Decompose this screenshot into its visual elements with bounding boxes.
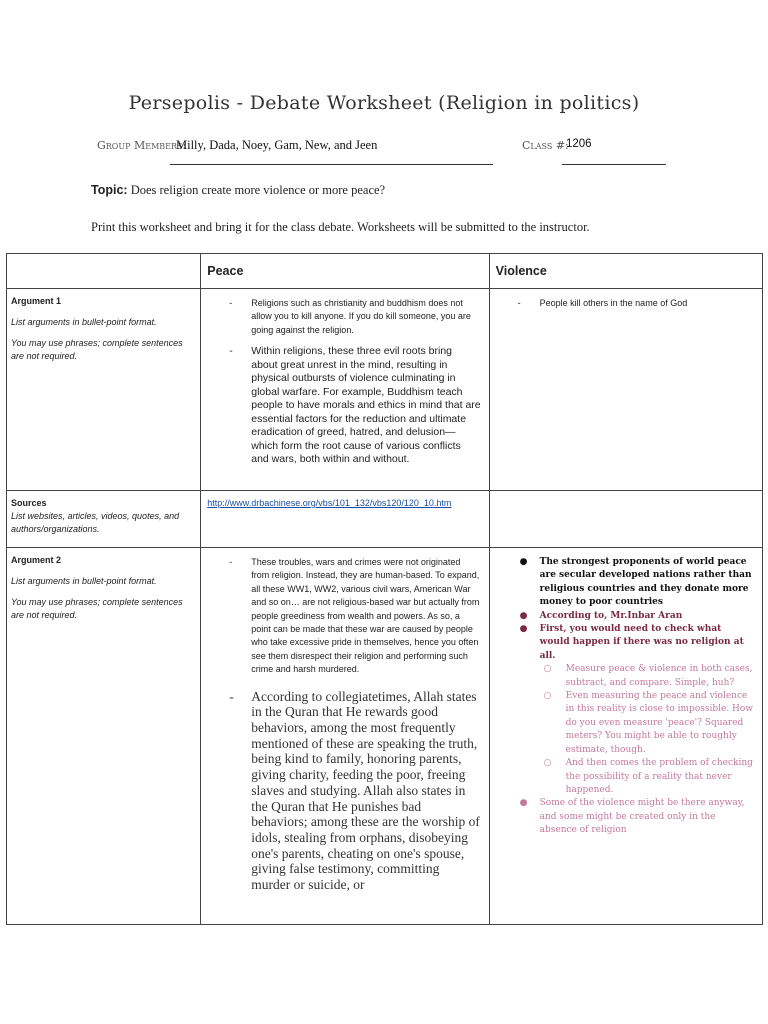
worksheet-title: Persepolis - Debate Worksheet (Religion in politics) bbox=[128, 92, 640, 114]
argument-2-title: Argument 2 bbox=[11, 555, 62, 565]
argument-1-violence-point-1: - People kill others in the name of God bbox=[490, 297, 762, 310]
bullet-icon: ● bbox=[519, 557, 528, 567]
bullet-icon: ● bbox=[519, 798, 528, 809]
table-header-row bbox=[7, 254, 763, 289]
argument-2-hint-phrases: You may use phrases; complete sentences are not required. bbox=[11, 597, 183, 620]
argument-1-violence-cell bbox=[489, 289, 762, 491]
argument-1-title: Argument 1 bbox=[11, 296, 62, 306]
argument-2-row bbox=[7, 548, 763, 925]
argument-2-peace-point-2: - According to collegiatetimes, Allah states in the Quran that He rewards good behaviors, among the most frequently mentioned of these are speaking the truth, being kind to family, honoring parents, giving charity, feeding the poor, freeing slaves and studying. Allah also states in the Quran that He punishes bad behaviors; among these are the worship of idols, stealing from orphans, disobeying one's parents, cheating on one's spouse, giving false testimony, committing murder or suicide, or bbox=[201, 689, 488, 893]
bullet-icon: ● bbox=[519, 624, 528, 635]
argument-2-peace-point-1: - These troubles, wars and crimes were not originated from religion. Instead, they are human-based. To expand, all these WW1, WW2, various civil wars, American War and so on… are not religious-based war but actually from people greediness from wealth and powers. As so, a point can be made that these war are caused by people who take excessive pride in themselves, hence you often see them disrespect their religion and performing such crime and harsh murdered. bbox=[201, 556, 488, 677]
argument-2-subpoint-2: ○ Even measuring the peace and violence in this reality is close to impossible. How do you even measure 'peace'? Squared meters? You might be able to roughly estimate, though. bbox=[543, 691, 754, 755]
source-link[interactable]: http://www.drbachinese.org/vbs/101_132/vbs120/120_10.htm bbox=[207, 498, 452, 508]
argument-2-label-cell bbox=[7, 548, 201, 925]
instructions: Print this worksheet and bring it for the class debate. Worksheets will be submitted to the instructor. bbox=[91, 220, 590, 234]
group-members-underline bbox=[170, 164, 493, 165]
argument-1-hint-phrases: You may use phrases; complete sentences are not required. bbox=[11, 338, 183, 361]
argument-2-subpoint-3: ○ And then comes the problem of checking the possibility of a reality that never happened. bbox=[543, 758, 753, 795]
header-violence-cell bbox=[489, 254, 762, 289]
class-underline bbox=[562, 164, 666, 165]
argument-1-row bbox=[7, 289, 763, 491]
peace-header: Peace bbox=[207, 264, 244, 278]
group-members-label: Group Members: bbox=[97, 139, 187, 152]
argument-1-peace-point-2: - Within religions, these three evil roots bring about great unrest in the mind, resulting in physical outbursts of violence culminating in global warfare. For example, Buddhism teach people to have morals and ethics in mind that are essential factors for the reduction and ultimate eradication of greed, hatred, and delusion—which form the root cause of various conflicts and wars, both within and without. bbox=[201, 345, 488, 467]
argument-1-peace-point-1: - Religions such as christianity and buddhism does not allow you to kill anyone. If you do kill someone, you are going against the religion. bbox=[201, 297, 488, 337]
topic-label: Topic: bbox=[91, 183, 128, 197]
argument-2-violence-point-1: ● The strongest proponents of world peace are secular developed nations rather than religious countries and they donate more money to poor countries bbox=[519, 557, 752, 608]
bullet-icon: ● bbox=[519, 610, 528, 621]
header-blank-cell bbox=[7, 254, 201, 289]
argument-2-violence-point-4: ● Some of the violence might be there anyway, and some might be created only in the absence of religion bbox=[519, 798, 745, 836]
sources-row bbox=[7, 491, 763, 548]
sources-label-cell bbox=[7, 491, 201, 548]
argument-2-violence-point-2: ● According to, Mr.Inbar Aran bbox=[490, 610, 762, 623]
argument-2-peace-cell bbox=[201, 548, 489, 925]
sources-hint: List websites, articles, videos, quotes, and authors/organizations. bbox=[11, 511, 180, 534]
group-members-value: Milly, Dada, Noey, Gam, New, and Jeen bbox=[176, 138, 378, 152]
hollow-bullet-icon: ○ bbox=[543, 664, 552, 675]
argument-2-violence-cell bbox=[489, 548, 762, 925]
argument-1-peace-cell bbox=[201, 289, 489, 491]
debate-table bbox=[6, 253, 763, 925]
class-label: Class #: bbox=[522, 139, 569, 152]
hollow-bullet-icon: ○ bbox=[543, 758, 552, 769]
class-value: 1206 bbox=[566, 138, 592, 150]
argument-2-violence-point-3: ● First, you would need to check what would happen if there was no religion at all. bbox=[519, 624, 744, 661]
argument-2-subpoint-1: ○ Measure peace & violence in both cases, subtract, and compare. Simple, huh? bbox=[543, 664, 753, 688]
header-peace-cell bbox=[201, 254, 489, 289]
sources-violence-cell bbox=[489, 491, 762, 548]
argument-1-label-cell bbox=[7, 289, 201, 491]
violence-header: Violence bbox=[495, 264, 547, 278]
topic bbox=[91, 183, 385, 198]
argument-2-hint-bullets: List arguments in bullet-point format. bbox=[11, 576, 157, 586]
sources-peace-cell bbox=[201, 491, 489, 548]
sources-title: Sources bbox=[11, 498, 47, 508]
argument-1-hint-bullets: List arguments in bullet-point format. bbox=[11, 317, 157, 327]
hollow-bullet-icon: ○ bbox=[543, 691, 552, 702]
topic-text: Does religion create more violence or more peace? bbox=[130, 183, 386, 197]
